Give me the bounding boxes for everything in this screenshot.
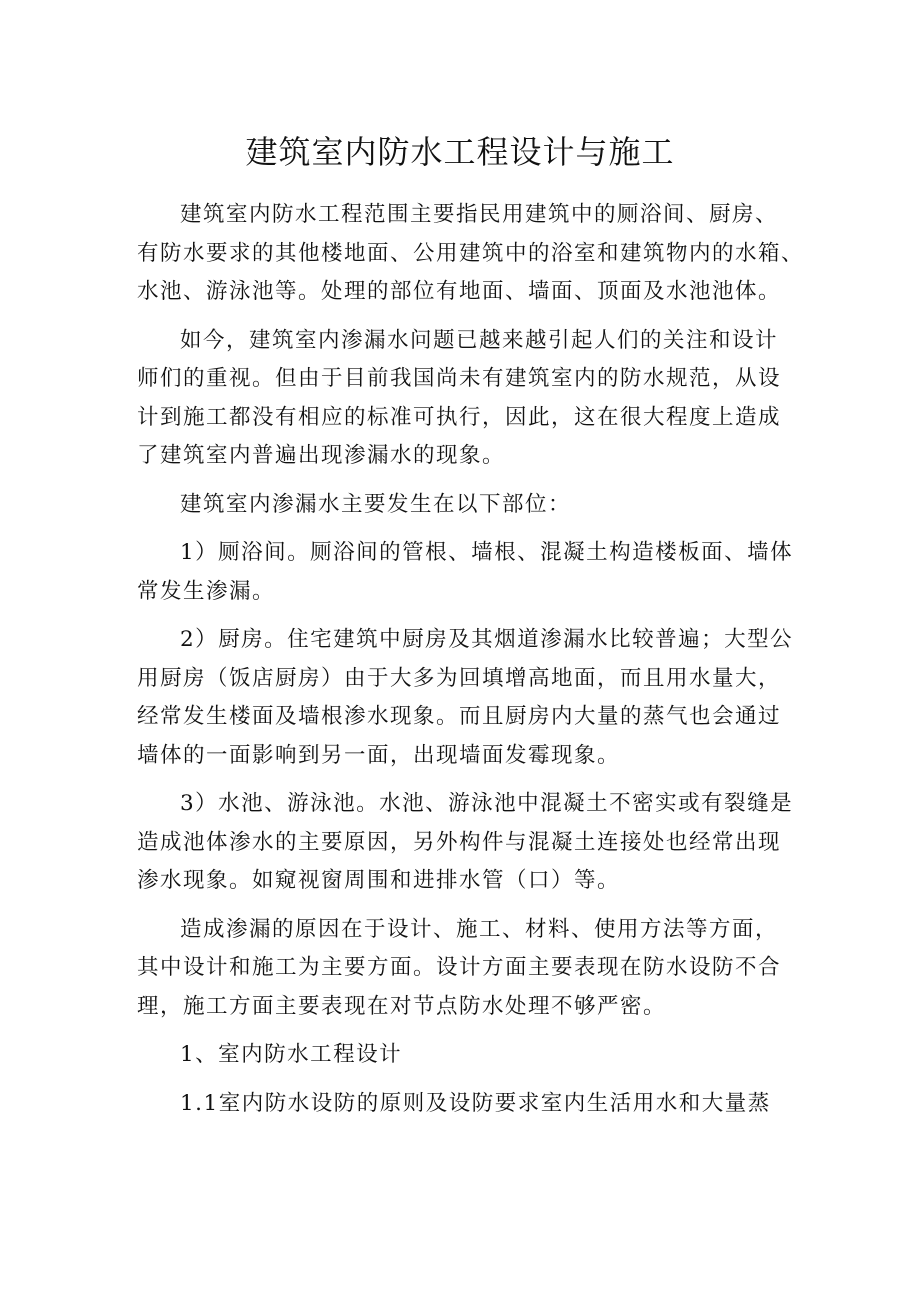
text-line: 1.1室内防水设防的原则及设防要求室内生活用水和大量蒸 [180,1090,771,1116]
document-title: 建筑室内防水工程设计与施工 [245,133,675,171]
paragraph-leak-locations-intro [137,486,793,525]
text-line: 造成渗漏的原因在于设计、施工、材料、使用方法等方面， [180,916,779,942]
text-line: 3）水池、游泳池。水池、游泳池中混凝土不密实或有裂缝是 [180,791,794,816]
text-line: 有防水要求的其他楼地面、公用建筑中的浴室和建筑物内的水箱、 [137,240,805,266]
text-line: 建筑室内防水工程范围主要指民用建筑中的厕浴间、厨房、 [180,202,779,227]
text-line: 了建筑室内普遍出现渗漏水的现象。 [137,443,506,468]
paragraph-pools [137,785,793,901]
paragraph-current-situation [137,322,793,476]
subsection-principles [137,1085,793,1124]
text-line: 1）厕浴间。厕浴间的管根、墙根、混凝土构造楼板面、墙体 [180,540,794,565]
text-line: 计到施工都没有相应的标准可执行，因此，这在很大程度上造成 [137,404,782,430]
text-line: 造成池体渗水的主要原因，另外构件与混凝土连接处也经常出现 [137,829,782,855]
text-line: 其中设计和施工为主要方面。设计方面主要表现在防水设防不合 [137,955,782,980]
text-line: 经常发生楼面及墙根渗水现象。而且厨房内大量的蒸气也会通过 [137,704,782,729]
text-line: 师们的重视。但由于目前我国尚未有建筑室内的防水规范，从设 [137,366,782,391]
text-line: 墙体的一面影响到另一面，出现墙面发霉现象。 [137,742,621,768]
text-line: 建筑室内渗漏水主要发生在以下部位： [180,491,572,517]
text-line: 渗水现象。如窥视窗周围和进排水管（口）等。 [137,868,621,893]
paragraph-bathroom [137,534,793,611]
paragraph-kitchen [137,621,793,775]
text-line: 理，施工方面主要表现在对节点防水处理不够严密。 [137,993,667,1019]
document-body [137,196,805,1133]
text-line: 水池、游泳池等。处理的部位有地面、墙面、顶面及水池池体。 [137,279,782,304]
text-line: 2）厨房。住宅建筑中厨房及其烟道渗漏水比较普遍；大型公 [180,627,794,652]
text-line: 如今，建筑室内渗漏水问题已越来越引起人们的关注和设计 [180,327,779,353]
paragraph-causes [137,911,793,1027]
section-heading-design [137,1036,793,1075]
paragraph-scope [137,196,805,312]
text-line: 常发生渗漏。 [137,578,276,604]
text-line: 用厨房（饭店厨房）由于大多为回填增高地面，而且用水量大， [137,665,782,691]
text-line: 1、室内防水工程设计 [180,1042,403,1067]
